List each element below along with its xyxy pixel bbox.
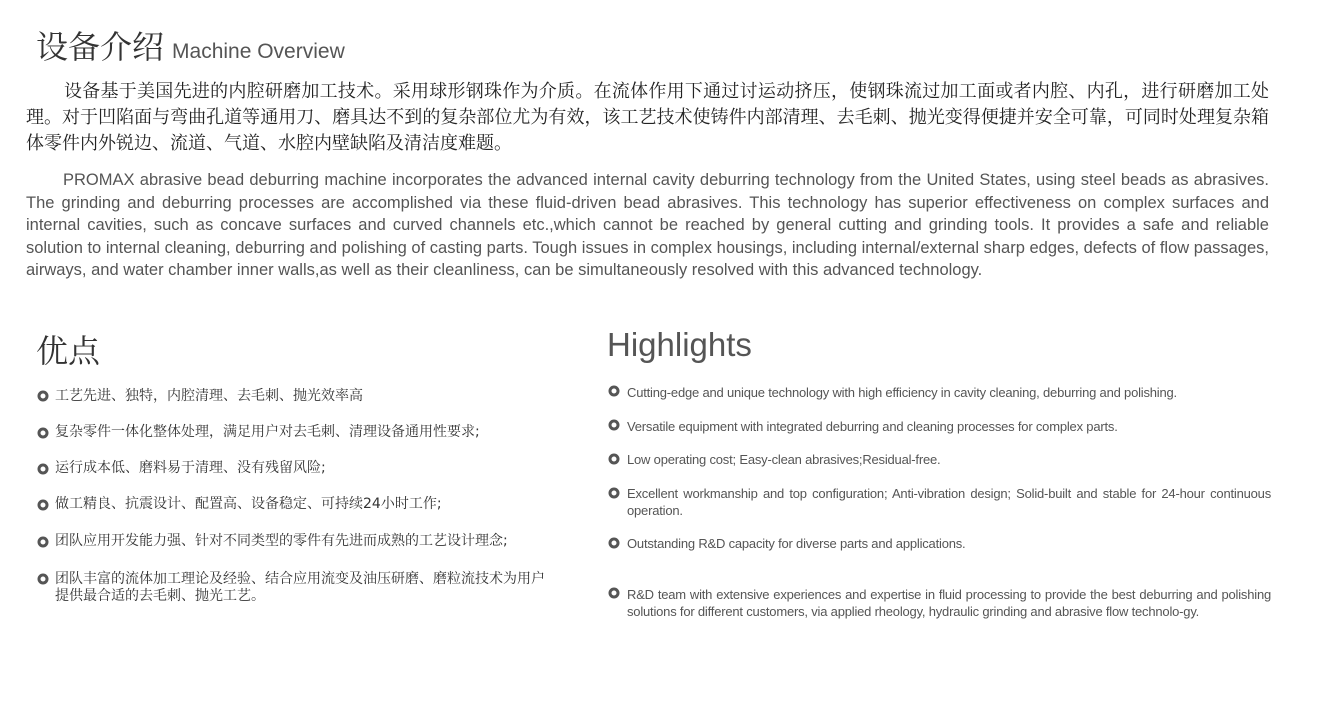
advantage-item: 做工精良、抗震设计、配置高、设备稳定、可持续24小时工作; [55,496,442,512]
ring-bullet-icon [608,537,620,549]
highlights-heading: Highlights [607,326,752,363]
highlight-item: R&D team with extensive experiences and expertise in fluid processing to provide the best deburring and polishing solutions for different customers, via applied rheology, hydraulic grinding and abrasive flow technolo-gy. [627,587,1271,619]
page-title-en: Machine Overview [172,40,345,63]
ring-bullet-icon [608,453,620,465]
ring-bullet-icon [608,587,620,599]
advantage-item: 复杂零件一体化整体处理，满足用户对去毛刺、清理设备通用性要求; [55,424,480,440]
highlight-item: Low operating cost; Easy-clean abrasives;Residual-free. [627,452,941,467]
highlight-item: Versatile equipment with integrated deburring and cleaning processes for complex parts. [627,419,1118,434]
highlight-item: Cutting-edge and unique technology with high efficiency in cavity cleaning, deburring and polishing. [627,385,1177,400]
ring-bullet-icon [37,427,49,439]
advantages-heading: 优点 [36,332,101,370]
ring-bullet-icon [608,385,620,397]
advantage-item: 工艺先进、独特，内腔清理、去毛刺、抛光效率高 [55,388,363,404]
advantage-item: 团队应用开发能力强、针对不同类型的零件有先进而成熟的工艺设计理念; [55,533,508,549]
ring-bullet-icon [37,573,49,585]
intro-paragraph-zh: 设备基于美国先进的内腔研磨加工技术。采用球形钢珠作为介质。在流体作用下通过讨运动挤压，使钢珠流过加工面或者内腔、内孔，进行研磨加工处理。对于凹陷面与弯曲孔道等通用刀、磨具达不到的复杂部位尤为有效，该工艺技术使铸件内部清理、去毛刺、抛光变得便捷并安全可靠，可同时处理复杂箱体零件内外锐边、流道、气道、水腔内壁缺陷及清洁度难题。 [26,81,1269,154]
ring-bullet-icon [37,499,49,511]
intro-paragraph-en: PROMAX abrasive bead deburring machine incorporates the advanced internal cavity deburring technology from the United States, using steel beads as abrasives. The grinding and deburring processes are accomplished via these fluid-driven bead abrasives. This technology has superior effectiveness on complex surfaces and internal cavities, such as concave surfaces and curved channels etc.,which cannot be reached by general cutting and grinding tools. It provides a safe and reliable solution to internal cleaning, deburring and polishing of casting parts. Tough issues in complex housings, including internal/external sharp edges, defects of flow passages, airways, and water chamber inner walls,as well as their cleanliness, can be simultaneously resolved with this advanced technology. [26,171,1269,279]
ring-bullet-icon [608,419,620,431]
advantage-item: 运行成本低、磨料易于清理、没有残留风险; [55,460,326,476]
ring-bullet-icon [37,390,49,402]
page-title [36,22,345,68]
ring-bullet-icon [608,487,620,499]
ring-bullet-icon [37,463,49,475]
advantage-item: 团队丰富的流体加工理论及经验、结合应用流变及油压研磨、磨粒流技术为用户提供最合适的去毛刺、抛光工艺。 [55,571,545,604]
highlight-item: Excellent workmanship and top configuration; Anti-vibration design; Solid-built and stable for 24-hour continuous operation. [627,486,1271,518]
ring-bullet-icon [37,536,49,548]
highlight-item: Outstanding R&D capacity for diverse parts and applications. [627,536,966,551]
page-title-zh: 设备介绍 [36,28,165,66]
